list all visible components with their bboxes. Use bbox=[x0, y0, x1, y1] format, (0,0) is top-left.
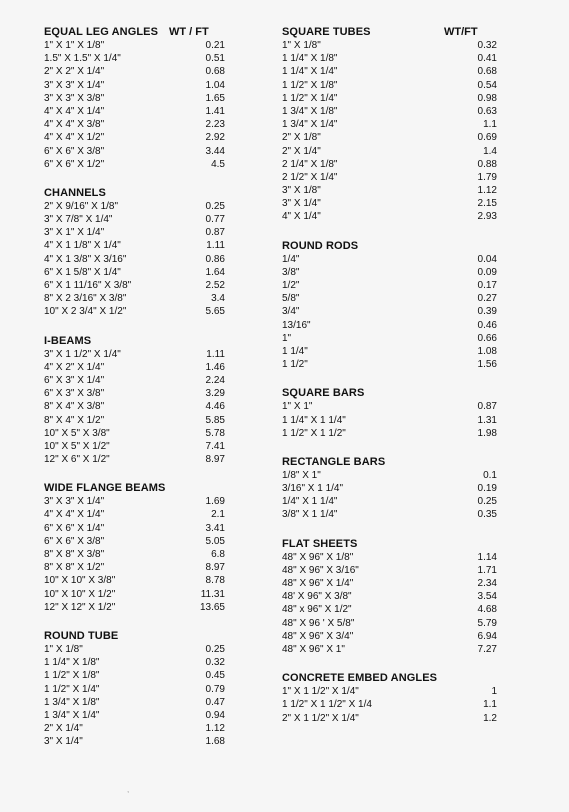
section-header bbox=[44, 333, 229, 348]
table-row bbox=[44, 65, 229, 78]
section-square-tubes bbox=[282, 24, 502, 224]
weight-cell: 13.65 bbox=[199, 601, 225, 613]
table-row bbox=[282, 105, 502, 118]
table-row bbox=[282, 508, 502, 521]
table-row bbox=[44, 427, 229, 440]
size-cell: 1 1/4" X 1/8" bbox=[44, 657, 100, 669]
section-channels bbox=[44, 185, 229, 319]
size-cell: 3/4" bbox=[282, 306, 300, 318]
size-cell: 8" X 8" X 1/2" bbox=[44, 562, 105, 574]
section-header bbox=[282, 24, 502, 39]
size-cell: 10" X 5" X 1/2" bbox=[44, 440, 110, 452]
weight-cell: 2.93 bbox=[477, 211, 497, 223]
weight-cell: 0.27 bbox=[477, 293, 497, 305]
size-cell: 48" X 96" X 1/8" bbox=[282, 551, 354, 563]
section-title: I-BEAMS bbox=[44, 334, 92, 347]
size-cell: 6" X 6" X 3/8" bbox=[44, 145, 105, 157]
unit-header: WT/FT bbox=[444, 26, 478, 38]
weight-cell: 0.32 bbox=[205, 657, 225, 669]
table-row bbox=[282, 292, 502, 305]
weight-cell: 1.98 bbox=[477, 427, 497, 439]
weight-cell: 0.35 bbox=[477, 509, 497, 521]
weight-cell: 4.5 bbox=[211, 158, 225, 170]
table-row bbox=[44, 522, 229, 535]
section-equal-leg-angles bbox=[44, 24, 229, 171]
size-cell: 3" X 1/8" bbox=[282, 185, 321, 197]
weight-cell: 2.15 bbox=[477, 198, 497, 210]
weight-cell: 0.39 bbox=[477, 306, 497, 318]
weight-cell: 7.27 bbox=[477, 643, 497, 655]
size-cell: 1 1/2" bbox=[282, 359, 308, 371]
size-cell: 10" X 2 3/4" X 1/2" bbox=[44, 306, 127, 318]
table-row bbox=[44, 200, 229, 213]
section-title: EQUAL LEG ANGLES bbox=[44, 26, 159, 38]
weight-cell: 1.41 bbox=[205, 105, 225, 117]
size-cell: 12" X 12" X 1/2" bbox=[44, 601, 116, 613]
weight-cell: 2.34 bbox=[477, 578, 497, 589]
section-rectangle-bars bbox=[282, 454, 502, 522]
weight-cell: 0.09 bbox=[477, 266, 497, 278]
table-row bbox=[44, 722, 229, 735]
weight-cell: 1.11 bbox=[206, 348, 225, 360]
size-cell: 1" X 1/8" bbox=[44, 643, 83, 655]
size-cell: 2" X 1 1/2" X 1/4" bbox=[282, 712, 359, 724]
size-cell: 1 1/2" X 1 1/2" X 1/4 bbox=[282, 699, 372, 711]
weight-cell: 2.52 bbox=[205, 280, 225, 291]
table-row bbox=[44, 400, 229, 413]
weight-cell: 3.4 bbox=[211, 293, 225, 305]
section-title: SQUARE BARS bbox=[282, 387, 365, 400]
section-header bbox=[282, 454, 502, 469]
table-row bbox=[44, 696, 229, 709]
table-row bbox=[44, 361, 229, 374]
size-cell: 13/16" bbox=[282, 319, 311, 331]
weight-cell: 1.04 bbox=[205, 79, 225, 91]
weight-cell: 0.21 bbox=[205, 40, 225, 51]
size-cell: 4" X 1 3/8" X 3/16" bbox=[44, 253, 127, 265]
weight-cell: 1.68 bbox=[205, 736, 225, 748]
section-title: CONCRETE EMBED ANGLES bbox=[282, 672, 438, 685]
table-row bbox=[282, 319, 502, 332]
table-row bbox=[282, 184, 502, 197]
table-row bbox=[282, 118, 502, 131]
size-cell: 6" X 6" X 3/8" bbox=[44, 535, 105, 547]
size-cell: 3" X 1/4" bbox=[282, 198, 321, 210]
table-row bbox=[282, 39, 502, 52]
section-header bbox=[282, 670, 502, 685]
weight-cell: 0.04 bbox=[477, 253, 497, 265]
size-cell: 3/8" bbox=[282, 266, 300, 278]
weight-cell: 0.87 bbox=[205, 227, 225, 239]
weight-cell: 5.85 bbox=[205, 414, 225, 426]
section-round-tube bbox=[44, 628, 229, 749]
weight-cell: 6.94 bbox=[477, 630, 497, 642]
size-cell: 3" X 1/4" bbox=[44, 736, 83, 748]
size-cell: 6" X 3" X 3/8" bbox=[44, 388, 105, 400]
table-row bbox=[282, 495, 502, 508]
size-cell: 4" X 1/4" bbox=[282, 211, 321, 223]
table-row bbox=[44, 79, 229, 92]
size-cell: 48" X 96" X 3/4" bbox=[282, 630, 354, 642]
stray-mark: , bbox=[127, 785, 130, 794]
weight-cell: 0.51 bbox=[205, 53, 225, 65]
size-cell: 4" X 4" X 1/4" bbox=[44, 105, 105, 117]
section-square-bars bbox=[282, 385, 502, 440]
weight-cell: 1.08 bbox=[477, 345, 497, 357]
size-cell: 3" X 3" X 3/8" bbox=[44, 92, 105, 104]
table-row bbox=[282, 427, 502, 440]
size-cell: 48" X 96" X 3/16" bbox=[282, 564, 359, 576]
table-row bbox=[282, 630, 502, 643]
size-cell: 2" X 1/4" bbox=[44, 723, 83, 735]
table-row bbox=[44, 588, 229, 601]
weight-cell: 0.69 bbox=[477, 132, 497, 144]
table-row bbox=[44, 266, 229, 279]
table-row bbox=[44, 239, 229, 252]
section-title: FLAT SHEETS bbox=[282, 537, 358, 550]
size-cell: 4" X 2" X 1/4" bbox=[44, 361, 105, 373]
section-title: WIDE FLANGE BEAMS bbox=[44, 482, 166, 495]
weight-cell: 8.97 bbox=[205, 562, 225, 574]
weight-cell: 2.24 bbox=[205, 374, 225, 386]
weight-cell: 1.12 bbox=[205, 723, 225, 735]
weight-cell: 0.19 bbox=[477, 483, 497, 495]
weight-cell: 1.4 bbox=[483, 145, 497, 157]
weight-cell: 0.46 bbox=[477, 319, 497, 331]
size-cell: 3" X 1" X 1/4" bbox=[44, 227, 105, 239]
section-title: CHANNELS bbox=[44, 186, 106, 199]
weight-cell: 0.17 bbox=[477, 280, 497, 291]
table-row bbox=[44, 709, 229, 722]
size-cell: 6" X 6" X 1/4" bbox=[44, 522, 105, 534]
section-i-beams bbox=[44, 333, 229, 467]
table-row bbox=[44, 387, 229, 400]
weight-cell: 0.94 bbox=[205, 709, 225, 721]
size-cell: 8" X 2 3/16" X 3/8" bbox=[44, 293, 127, 305]
size-cell: 48" x 96" X 1/2" bbox=[282, 604, 352, 616]
weight-cell: 0.88 bbox=[477, 158, 497, 170]
table-row bbox=[282, 171, 502, 184]
table-row bbox=[44, 131, 229, 144]
table-row bbox=[282, 332, 502, 345]
weight-cell: 1.65 bbox=[205, 92, 225, 104]
weight-cell: 5.78 bbox=[205, 427, 225, 439]
weight-cell: 6.8 bbox=[211, 549, 225, 560]
size-cell: 2" X 9/16" X 1/8" bbox=[44, 200, 119, 212]
unit-header: WT / FT bbox=[169, 26, 209, 38]
size-cell: 1 3/4" X 1/4" bbox=[44, 709, 100, 721]
table-row bbox=[44, 253, 229, 266]
weight-cell: 8.78 bbox=[205, 575, 225, 587]
weight-cell: 1.64 bbox=[205, 266, 225, 278]
size-cell: 6" X 1 5/8" X 1/4" bbox=[44, 266, 121, 278]
table-row bbox=[44, 495, 229, 508]
table-row bbox=[282, 712, 502, 725]
table-row bbox=[44, 414, 229, 427]
weight-cell: 1.12 bbox=[477, 185, 497, 197]
size-cell: 1 1/4" X 1 1/4" bbox=[282, 414, 346, 426]
size-cell: 6" X 1 11/16" X 3/8" bbox=[44, 280, 132, 291]
section-flat-sheets bbox=[282, 536, 502, 657]
table-row bbox=[44, 292, 229, 305]
section-header bbox=[282, 536, 502, 551]
size-cell: 1/2" bbox=[282, 280, 300, 291]
table-row bbox=[282, 617, 502, 630]
table-row bbox=[282, 698, 502, 711]
size-cell: 48" X 96" X 1" bbox=[282, 643, 345, 655]
size-cell: 2 1/4" X 1/8" bbox=[282, 158, 338, 170]
size-cell: 1" bbox=[282, 332, 292, 344]
weight-cell: 1.71 bbox=[477, 564, 497, 576]
weight-cell: 0.66 bbox=[477, 332, 497, 344]
size-cell: 3" X 3" X 1/4" bbox=[44, 496, 105, 508]
table-row bbox=[282, 305, 502, 318]
size-cell: 1 3/4" X 1/8" bbox=[282, 105, 338, 117]
size-cell: 1" X 1" bbox=[282, 401, 313, 413]
weight-cell: 1.31 bbox=[477, 414, 497, 426]
table-row bbox=[282, 145, 502, 158]
size-cell: 1 3/4" X 1/8" bbox=[44, 696, 100, 708]
table-row bbox=[282, 603, 502, 616]
right-column bbox=[282, 24, 502, 739]
table-row bbox=[44, 535, 229, 548]
size-cell: 3" X 1 1/2" X 1/4" bbox=[44, 348, 121, 360]
table-row bbox=[282, 414, 502, 427]
weight-cell: 1.56 bbox=[477, 359, 497, 371]
weight-cell: 0.45 bbox=[205, 670, 225, 682]
weight-cell: 2.23 bbox=[205, 119, 225, 131]
table-row bbox=[282, 400, 502, 413]
weight-cell: 0.47 bbox=[205, 696, 225, 708]
size-cell: 1 1/2" X 1/8" bbox=[44, 670, 100, 682]
size-cell: 1 1/2" X 1/8" bbox=[282, 79, 338, 91]
size-cell: 2" X 1/8" bbox=[282, 132, 321, 144]
table-row bbox=[282, 131, 502, 144]
size-cell: 1 1/4" bbox=[282, 345, 308, 357]
size-cell: 3" X 7/8" X 1/4" bbox=[44, 214, 113, 226]
section-round-rods bbox=[282, 238, 502, 372]
table-row bbox=[44, 374, 229, 387]
size-cell: 12" X 6" X 1/2" bbox=[44, 454, 110, 466]
weight-cell: 1.1 bbox=[483, 699, 497, 711]
size-cell: 1.5" X 1.5" X 1/4" bbox=[44, 53, 121, 65]
size-cell: 4" X 4" X 1/2" bbox=[44, 132, 105, 144]
size-cell: 1 1/4" X 1/8" bbox=[282, 53, 338, 65]
table-row bbox=[44, 643, 229, 656]
size-cell: 2" X 2" X 1/4" bbox=[44, 66, 105, 78]
table-row bbox=[282, 52, 502, 65]
size-cell: 5/8" bbox=[282, 293, 300, 305]
size-cell: 4" X 1 1/8" X 1/4" bbox=[44, 240, 121, 252]
size-cell: 3/16" X 1 1/4" bbox=[282, 483, 344, 495]
table-row bbox=[282, 65, 502, 78]
table-row bbox=[44, 158, 229, 171]
table-row bbox=[282, 279, 502, 292]
weight-cell: 1.14 bbox=[477, 551, 497, 563]
size-cell: 4" X 4" X 3/8" bbox=[44, 119, 105, 131]
weight-cell: 0.54 bbox=[477, 79, 497, 91]
weight-cell: 0.87 bbox=[477, 401, 497, 413]
weight-cell: 4.68 bbox=[477, 604, 497, 616]
size-cell: 1" X 1" X 1/8" bbox=[44, 40, 105, 51]
weight-cell: 7.41 bbox=[205, 440, 225, 452]
size-cell: 2 1/2" X 1/4" bbox=[282, 171, 338, 183]
table-row bbox=[282, 551, 502, 564]
section-wide-flange-beams bbox=[44, 480, 229, 614]
weight-cell: 11.31 bbox=[200, 588, 225, 600]
table-row bbox=[44, 118, 229, 131]
weight-cell: 5.79 bbox=[477, 617, 497, 629]
weight-cell: 0.1 bbox=[483, 469, 497, 481]
size-cell: 1/8" X 1" bbox=[282, 469, 321, 481]
size-cell: 10" X 5" X 3/8" bbox=[44, 427, 110, 439]
weight-cell: 2.92 bbox=[205, 132, 225, 144]
size-cell: 1" X 1 1/2" X 1/4" bbox=[282, 686, 359, 698]
table-row bbox=[282, 564, 502, 577]
weight-cell: 1 bbox=[491, 686, 497, 698]
weight-cell: 0.32 bbox=[477, 40, 497, 51]
weight-cell: 1.69 bbox=[205, 496, 225, 508]
size-cell: 3/8" X 1 1/4" bbox=[282, 509, 338, 521]
weight-cell: 3.41 bbox=[205, 522, 225, 534]
weight-cell: 1.1 bbox=[483, 119, 497, 131]
table-row bbox=[44, 440, 229, 453]
weight-cell: 1.79 bbox=[477, 171, 497, 183]
weight-cell: 1.2 bbox=[483, 712, 497, 724]
table-row bbox=[44, 574, 229, 587]
table-row bbox=[282, 158, 502, 171]
table-row bbox=[44, 656, 229, 669]
size-cell: 6" X 3" X 1/4" bbox=[44, 374, 105, 386]
table-row bbox=[44, 145, 229, 158]
section-header bbox=[44, 480, 229, 495]
table-row bbox=[44, 561, 229, 574]
table-row bbox=[282, 643, 502, 656]
table-row bbox=[282, 469, 502, 482]
weight-cell: 0.68 bbox=[477, 66, 497, 78]
table-row bbox=[282, 590, 502, 603]
size-cell: 1/4" bbox=[282, 253, 300, 265]
table-row bbox=[282, 482, 502, 495]
section-title: ROUND RODS bbox=[282, 239, 359, 252]
size-cell: 1 3/4" X 1/4" bbox=[282, 119, 338, 131]
table-row bbox=[44, 669, 229, 682]
left-column bbox=[44, 24, 229, 762]
weight-cell: 0.79 bbox=[205, 683, 225, 695]
size-cell: 10" X 10" X 1/2" bbox=[44, 588, 116, 600]
table-row bbox=[44, 39, 229, 52]
weight-cell: 1.46 bbox=[205, 361, 225, 373]
table-row bbox=[44, 348, 229, 361]
weight-cell: 1.11 bbox=[206, 240, 225, 252]
table-row bbox=[44, 52, 229, 65]
table-row bbox=[282, 92, 502, 105]
size-cell: 6" X 6" X 1/2" bbox=[44, 158, 105, 170]
size-cell: 48" X 96" X 1/4" bbox=[282, 578, 354, 589]
size-cell: 2" X 1/4" bbox=[282, 145, 321, 157]
weight-cell: 8.97 bbox=[205, 454, 225, 466]
table-row bbox=[282, 266, 502, 279]
table-row bbox=[44, 92, 229, 105]
table-row bbox=[44, 508, 229, 521]
table-row bbox=[44, 601, 229, 614]
weight-cell: 0.25 bbox=[205, 643, 225, 655]
table-row bbox=[44, 213, 229, 226]
weight-cell: 0.63 bbox=[477, 105, 497, 117]
section-header bbox=[44, 24, 229, 39]
table-row bbox=[282, 197, 502, 210]
weight-cell: 3.54 bbox=[477, 591, 497, 603]
weight-cell: 0.86 bbox=[205, 253, 225, 265]
size-cell: 8" X 4" X 1/2" bbox=[44, 414, 105, 426]
table-row bbox=[282, 685, 502, 698]
section-title: RECTANGLE BARS bbox=[282, 455, 386, 468]
table-row bbox=[44, 305, 229, 318]
size-cell: 1 1/2" X 1 1/2" bbox=[282, 427, 346, 439]
section-header bbox=[282, 385, 502, 400]
size-cell: 48" X 96 ' X 5/8" bbox=[282, 617, 355, 629]
table-row bbox=[44, 735, 229, 748]
table-row bbox=[282, 253, 502, 266]
weight-cell: 5.65 bbox=[205, 306, 225, 318]
section-concrete-embed-angles bbox=[282, 670, 502, 725]
table-row bbox=[44, 453, 229, 466]
table-row bbox=[282, 345, 502, 358]
table-row bbox=[282, 79, 502, 92]
weight-cell: 5.05 bbox=[205, 535, 225, 547]
size-cell: 4" X 4" X 1/4" bbox=[44, 509, 105, 521]
weight-cell: 0.68 bbox=[205, 66, 225, 78]
size-cell: 1/4" X 1 1/4" bbox=[282, 496, 338, 508]
section-title: ROUND TUBE bbox=[44, 629, 119, 642]
table-row bbox=[282, 577, 502, 590]
size-cell: 10" X 10" X 3/8" bbox=[44, 575, 116, 587]
section-header bbox=[282, 238, 502, 253]
weight-cell: 0.77 bbox=[205, 214, 225, 226]
section-header bbox=[44, 185, 229, 200]
size-cell: 1" X 1/8" bbox=[282, 40, 321, 51]
table-row bbox=[282, 358, 502, 371]
size-cell: 3" X 3" X 1/4" bbox=[44, 79, 105, 91]
table-row bbox=[44, 548, 229, 561]
size-cell: 8" X 8" X 3/8" bbox=[44, 549, 105, 560]
weight-cell: 0.25 bbox=[477, 496, 497, 508]
weight-cell: 3.29 bbox=[205, 388, 225, 400]
weight-cell: 0.41 bbox=[477, 53, 497, 65]
size-cell: 48' X 96" X 3/8" bbox=[282, 591, 352, 603]
size-cell: 1 1/2" X 1/4" bbox=[282, 92, 338, 104]
weight-cell: 2.1 bbox=[211, 509, 225, 521]
table-row bbox=[44, 683, 229, 696]
weight-cell: 3.44 bbox=[205, 145, 225, 157]
table-row bbox=[44, 279, 229, 292]
table-row bbox=[44, 226, 229, 239]
section-header bbox=[44, 628, 229, 643]
table-row bbox=[44, 105, 229, 118]
weight-cell: 4.46 bbox=[205, 401, 225, 413]
weight-cell: 0.98 bbox=[477, 92, 497, 104]
size-cell: 1 1/2" X 1/4" bbox=[44, 683, 100, 695]
size-cell: 1 1/4" X 1/4" bbox=[282, 66, 338, 78]
section-title: SQUARE TUBES bbox=[282, 26, 371, 38]
table-row bbox=[282, 210, 502, 223]
weight-cell: 0.25 bbox=[205, 200, 225, 212]
size-cell: 8" X 4" X 3/8" bbox=[44, 401, 105, 413]
